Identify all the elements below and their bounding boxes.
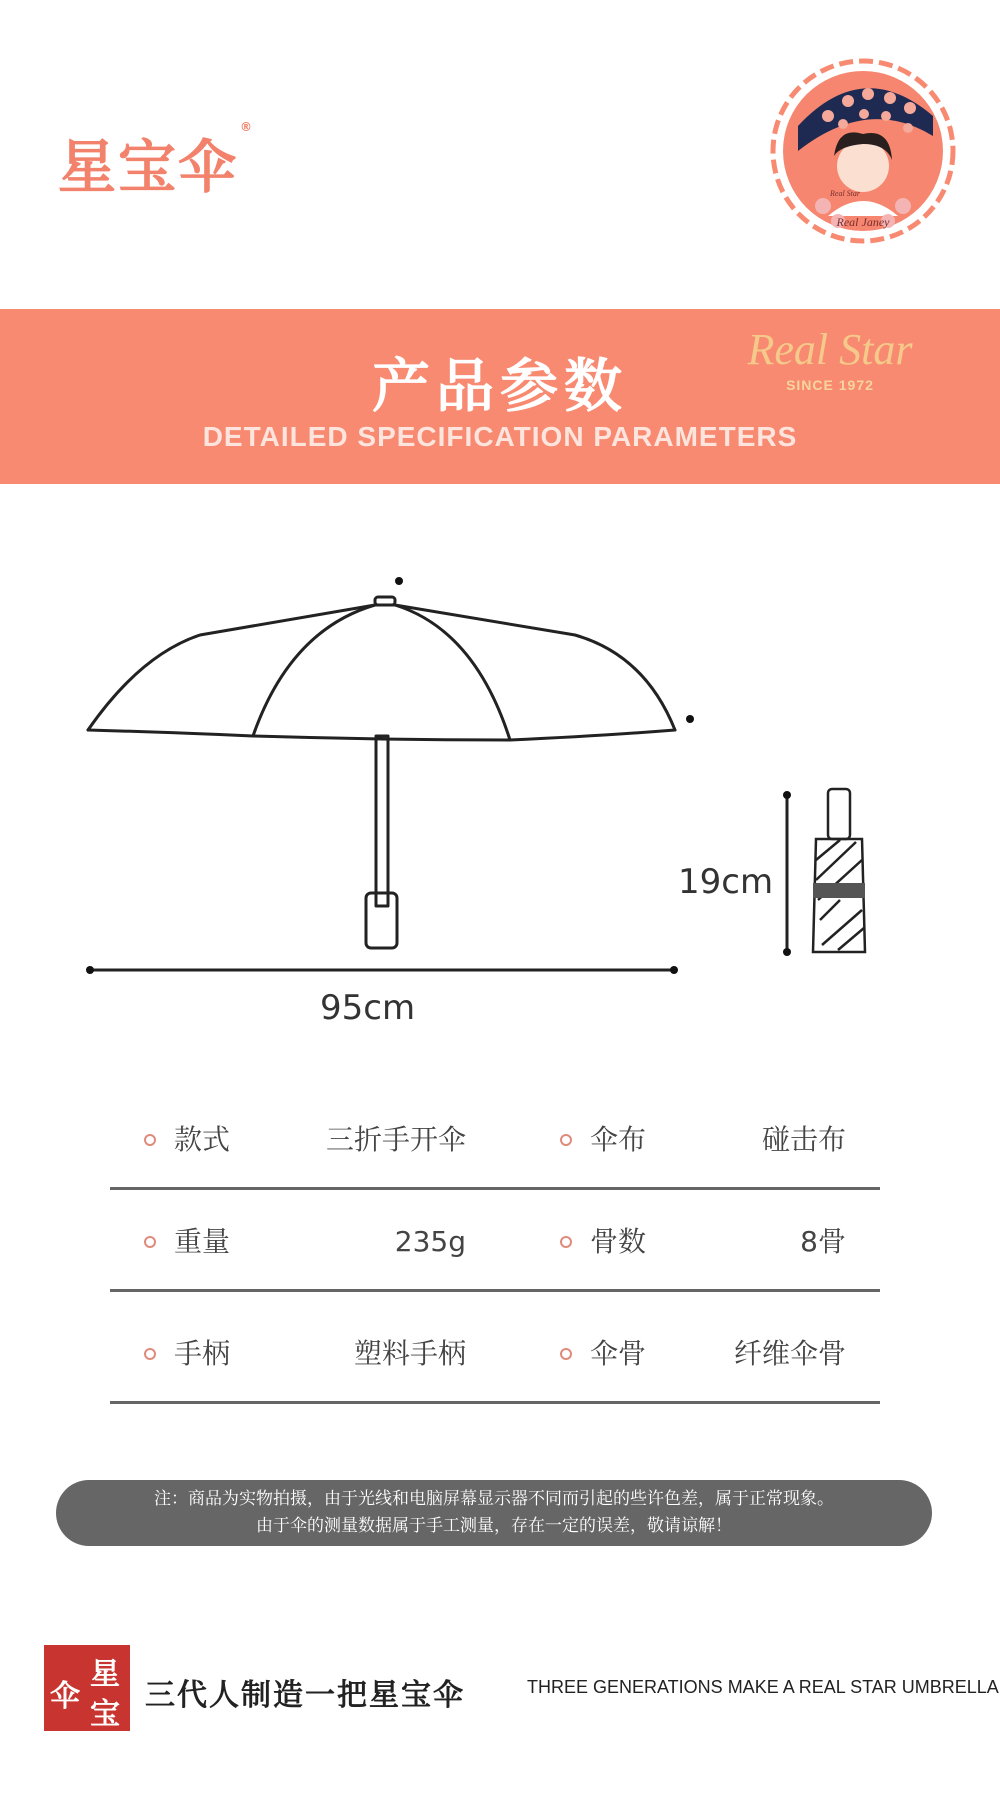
brand-stamp-logo xyxy=(44,1645,130,1731)
real-star-logo: Real Star xyxy=(747,325,913,374)
brand-logo-text: 星宝伞 xyxy=(58,133,239,201)
row-divider xyxy=(110,1187,880,1190)
spec-label: 伞骨 xyxy=(590,1337,647,1370)
length-measurement: 19cm xyxy=(678,862,774,902)
spec-row xyxy=(110,1090,880,1190)
bullet-icon xyxy=(144,1348,156,1360)
spec-value: 235g xyxy=(394,1225,466,1258)
bullet-icon xyxy=(560,1236,572,1248)
spec-row xyxy=(110,1304,880,1404)
badge-top-text: Real Star xyxy=(830,189,860,198)
folded-umbrella-icon xyxy=(813,789,865,952)
length-dimension-line xyxy=(783,791,791,956)
slogan-chinese: 三代人制造一把星宝伞 xyxy=(145,1678,465,1713)
width-dimension-line xyxy=(86,966,678,974)
real-star-since: SINCE 1972 xyxy=(786,377,874,393)
stamp-char: 伞 xyxy=(50,1679,80,1714)
banner-subtitle: DETAILED SPECIFICATION PARAMETERS xyxy=(202,421,798,452)
bullet-icon xyxy=(560,1348,572,1360)
spec-label: 伞布 xyxy=(590,1123,647,1156)
bullet-icon xyxy=(144,1134,156,1146)
bullet-icon xyxy=(560,1134,572,1146)
width-measurement: 95cm xyxy=(320,988,416,1028)
banner-title: 产品参数 xyxy=(371,352,628,420)
brand-logo xyxy=(58,120,254,204)
measure-point-right xyxy=(686,715,694,723)
open-umbrella-icon xyxy=(88,597,675,948)
bullet-icon xyxy=(144,1236,156,1248)
row-divider xyxy=(110,1289,880,1292)
registered-mark: ® xyxy=(240,120,255,134)
measure-point-top xyxy=(395,577,403,585)
spec-value: 纤维伞骨 xyxy=(733,1337,846,1370)
folded-umbrella-strap xyxy=(813,883,865,898)
spec-value: 塑料手柄 xyxy=(353,1337,466,1370)
spec-value: 三折手开伞 xyxy=(325,1123,466,1156)
badge-script-text: Real Janey xyxy=(836,215,890,229)
stamp-char: 星 xyxy=(90,1657,120,1692)
note-line-2: 由于伞的测量数据属于手工测量，存在一定的误差，敬请谅解！ xyxy=(256,1516,732,1536)
stamp-char: 宝 xyxy=(90,1697,120,1732)
spec-label: 重量 xyxy=(174,1225,231,1258)
spec-row xyxy=(110,1192,880,1292)
spec-value: 8骨 xyxy=(800,1225,846,1258)
note-line-1: 注：商品为实物拍摄，由于光线和电脑屏幕显示器不同而引起的些许色差，属于正常现象。 xyxy=(154,1489,834,1509)
brand-badge-illustration xyxy=(768,56,958,246)
slogan-english: THREE GENERATIONS MAKE A REAL STAR UMBRELLA xyxy=(527,1677,999,1697)
spec-value: 碰击布 xyxy=(761,1123,846,1156)
disclaimer-note xyxy=(56,1480,932,1546)
row-divider xyxy=(110,1401,880,1404)
spec-label: 骨数 xyxy=(590,1225,647,1258)
spec-label: 款式 xyxy=(174,1123,231,1156)
umbrella-dimension-diagram xyxy=(0,560,1000,1040)
spec-label: 手柄 xyxy=(174,1337,231,1370)
